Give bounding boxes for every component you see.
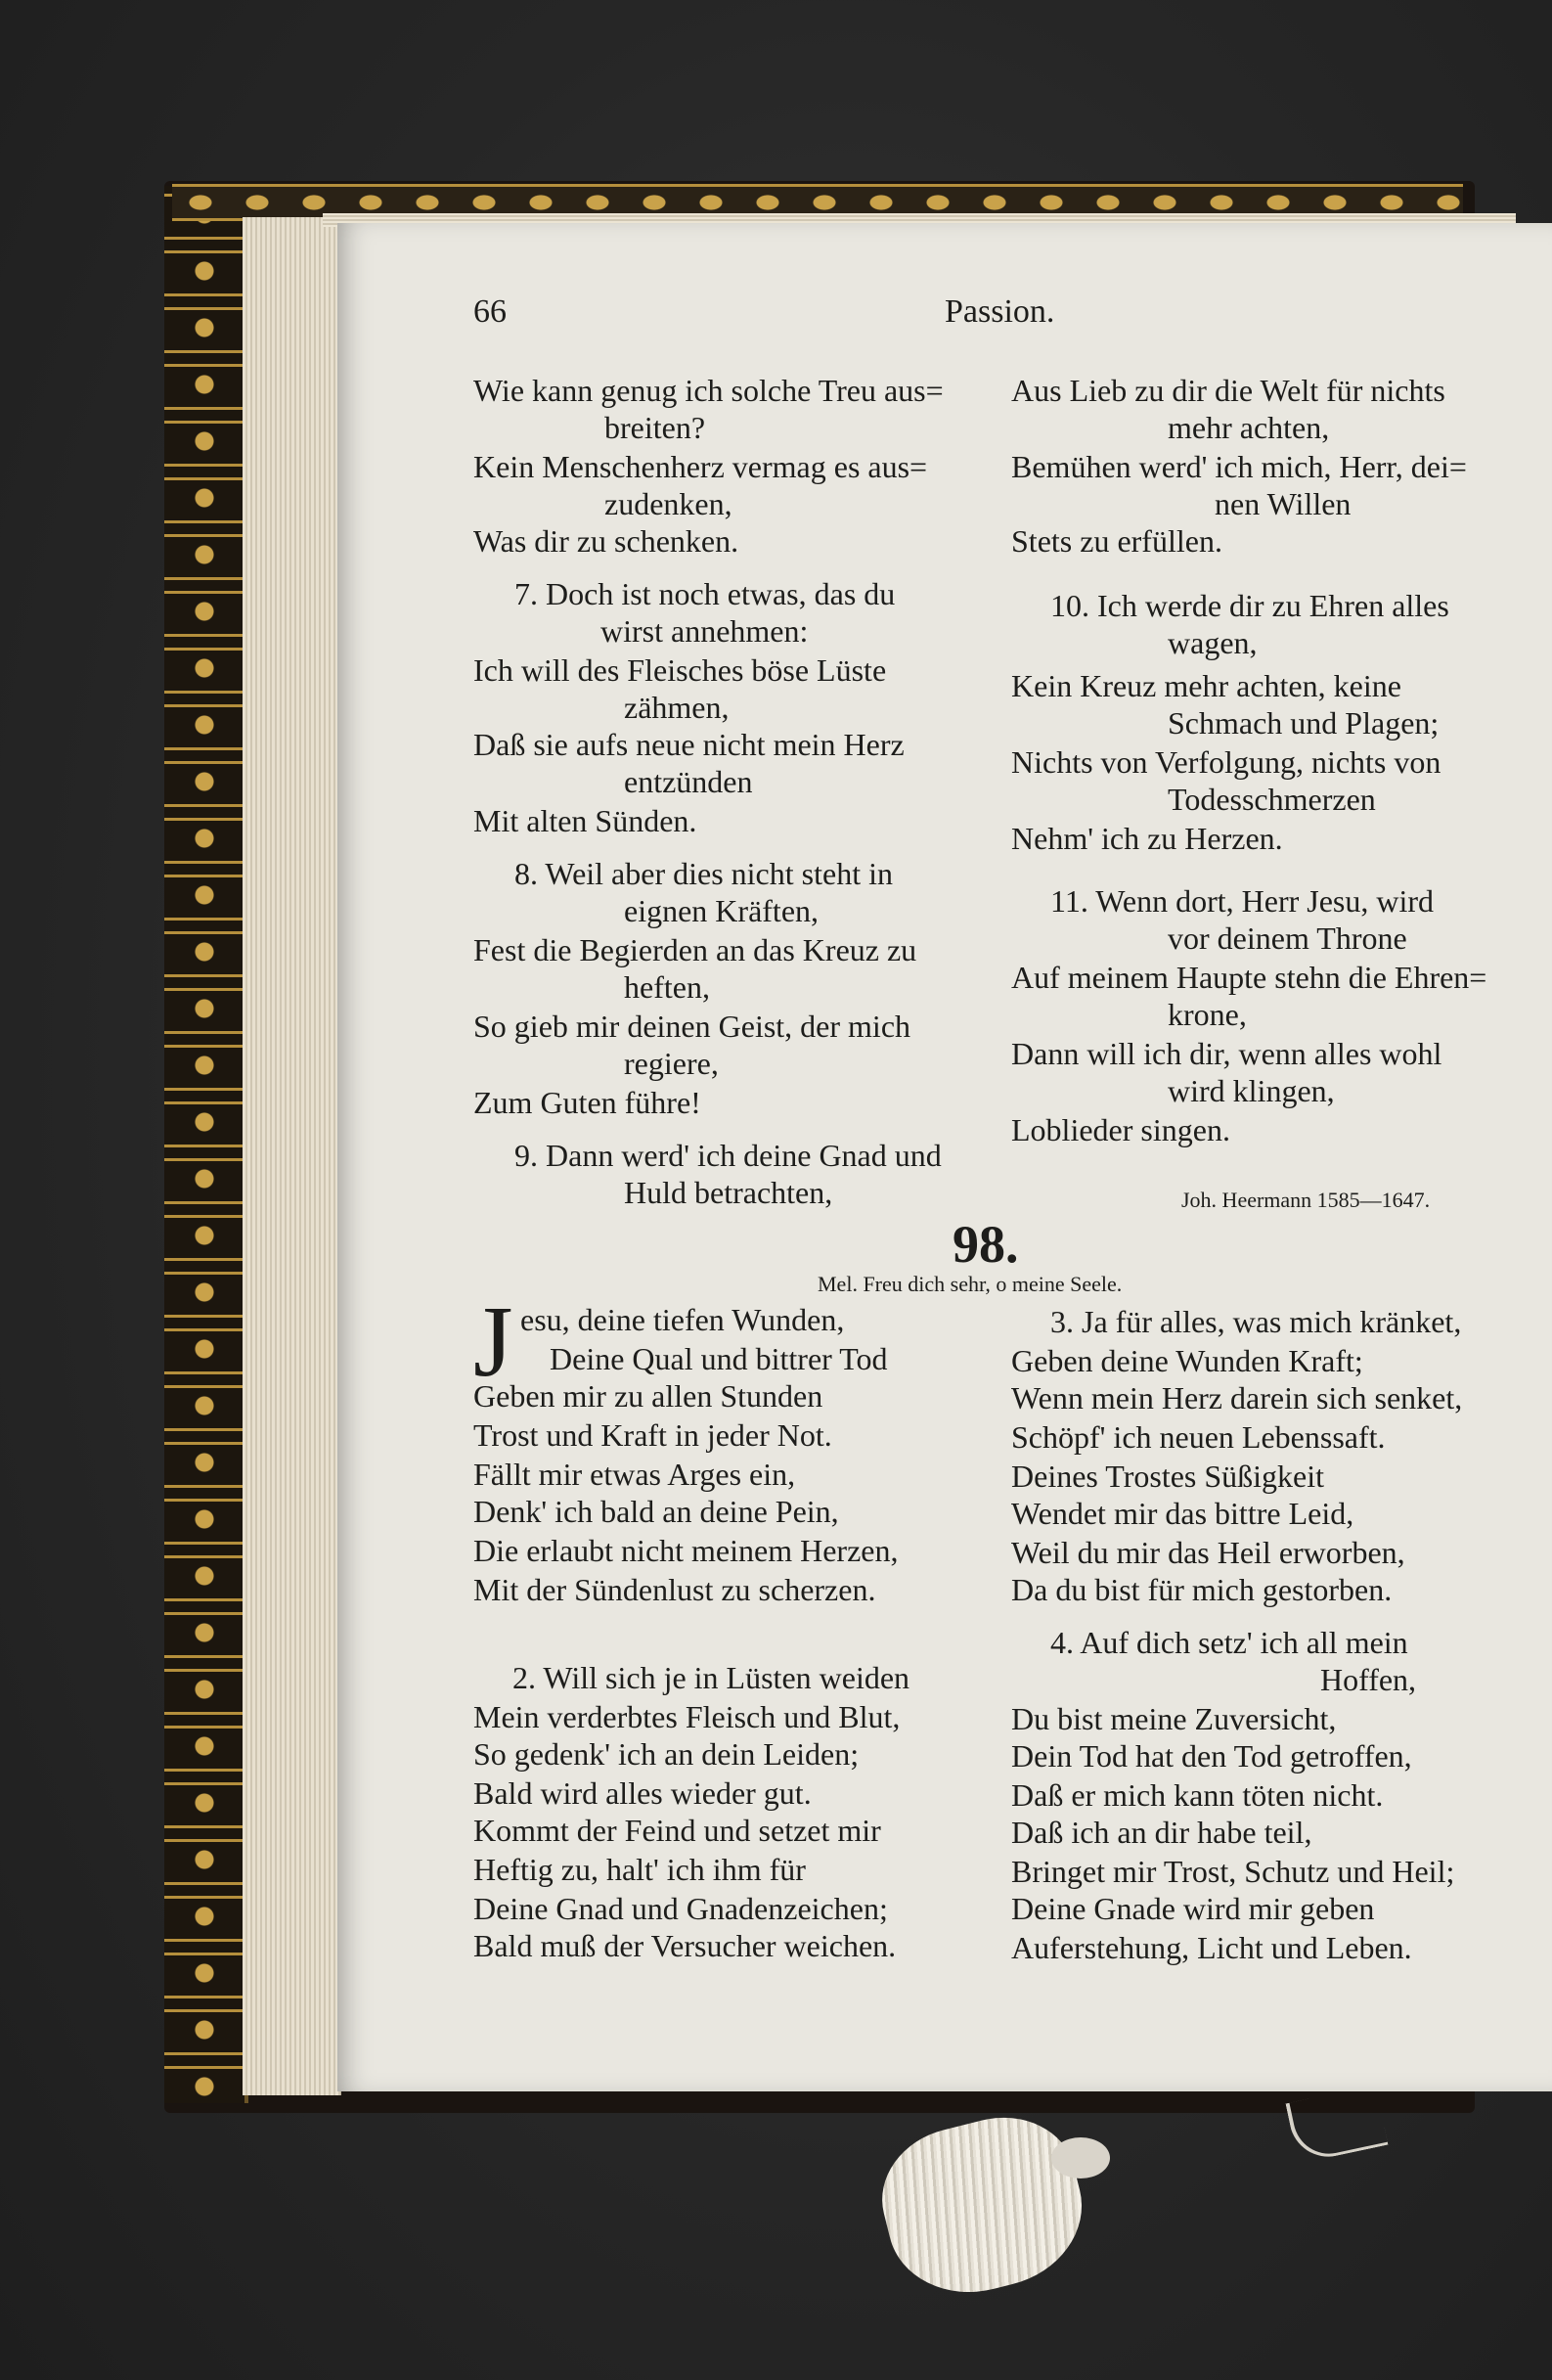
- verse-line: Deines Trostes Süßigkeit: [1011, 1459, 1325, 1494]
- verse-line: Deine Qual und bittrer Tod: [550, 1341, 888, 1376]
- verse-line: Kein Menschenherz vermag es aus=: [473, 449, 928, 484]
- verse-line: 8. Weil aber dies nicht steht in: [514, 856, 893, 891]
- verse-line: Fällt mir etwas Arges ein,: [473, 1457, 796, 1492]
- verse-line: Zum Guten führe!: [473, 1085, 701, 1120]
- verse-line: 3. Ja für alles, was mich kränket,: [1050, 1304, 1462, 1339]
- verse-line: heften,: [624, 969, 710, 1005]
- verse-line: Denk' ich bald an deine Pein,: [473, 1494, 839, 1529]
- melody-line: Mel. Freu dich sehr, o meine Seele.: [818, 1272, 1123, 1296]
- verse-line: 10. Ich werde dir zu Ehren alles: [1050, 588, 1449, 623]
- verse-line: Loblieder singen.: [1011, 1112, 1230, 1147]
- verse-line: nen Willen: [1215, 486, 1352, 521]
- page-edges: [243, 217, 341, 2095]
- verse-line: Die erlaubt nicht meinem Herzen,: [473, 1533, 899, 1568]
- verse-line: Huld betrachten,: [624, 1175, 833, 1210]
- verse-line: Dann will ich dir, wenn alles wohl: [1011, 1036, 1442, 1071]
- verse-line: zähmen,: [624, 690, 730, 725]
- verse-line: Deine Gnade wird mir geben: [1011, 1891, 1375, 1926]
- verse-line: Daß er mich kann töten nicht.: [1011, 1777, 1384, 1813]
- verse-line: Stets zu erfüllen.: [1011, 523, 1222, 559]
- verse-line: So gedenk' ich an dein Leiden;: [473, 1736, 860, 1772]
- author-attribution: Joh. Heermann 1585—1647.: [1181, 1188, 1431, 1212]
- verse-line: mehr achten,: [1168, 410, 1330, 445]
- verse-line: Deine Gnad und Gnadenzeichen;: [473, 1891, 888, 1926]
- verse-line: Kommt der Feind und setzet mir: [473, 1813, 881, 1848]
- verse-line: Fest die Begierden an das Kreuz zu: [473, 932, 917, 967]
- verse-line: Heftig zu, halt' ich ihm für: [473, 1852, 806, 1887]
- verse-line: Auf meinem Haupte stehn die Ehren=: [1011, 960, 1487, 995]
- verse-line: esu, deine tiefen Wunden,: [520, 1302, 845, 1337]
- tassel-knot: [1051, 2137, 1110, 2178]
- verse-line: Bemühen werd' ich mich, Herr, dei=: [1011, 449, 1467, 484]
- verse-line: 2. Will sich je in Lüsten weiden: [512, 1660, 910, 1695]
- verse-line: regiere,: [624, 1046, 719, 1081]
- verse-line: Wenn mein Herz darein sich senket,: [1011, 1380, 1463, 1415]
- page-number: 66: [473, 293, 507, 330]
- verse-line: entzünden: [624, 764, 753, 799]
- verse-line: Wie kann genug ich solche Treu aus=: [473, 373, 944, 408]
- verse-line: 11. Wenn dort, Herr Jesu, wird: [1050, 883, 1435, 919]
- verse-line: krone,: [1168, 997, 1247, 1032]
- verse-line: zudenken,: [604, 486, 732, 521]
- verse-line: Nehm' ich zu Herzen.: [1011, 821, 1283, 856]
- verse-line: Bringet mir Trost, Schutz und Heil;: [1011, 1854, 1455, 1889]
- verse-line: Du bist meine Zuversicht,: [1011, 1701, 1337, 1736]
- verse-line: Da du bist für mich gestorben.: [1011, 1572, 1393, 1607]
- verse-line: Wendet mir das bittre Leid,: [1011, 1496, 1354, 1531]
- verse-line: wagen,: [1168, 625, 1258, 660]
- verse-line: vor deinem Throne: [1168, 921, 1407, 956]
- hymn-number: 98.: [953, 1215, 1019, 1274]
- verse-line: Mit alten Sünden.: [473, 803, 697, 838]
- verse-line: Schmach und Plagen;: [1168, 705, 1440, 741]
- verse-line: 4. Auf dich setz' ich all mein: [1050, 1625, 1408, 1660]
- verse-line: Was dir zu schenken.: [473, 523, 739, 559]
- verse-line: Schöpf' ich neuen Lebenssaft.: [1011, 1419, 1386, 1455]
- verse-line: Auferstehung, Licht und Leben.: [1011, 1930, 1412, 1965]
- verse-line: wirst annehmen:: [600, 613, 809, 649]
- verse-line: Geben mir zu allen Stunden: [473, 1378, 823, 1414]
- verse-line: Mit der Sündenlust zu scherzen.: [473, 1572, 876, 1607]
- drop-cap: J: [473, 1285, 513, 1398]
- verse-line: Trost und Kraft in jeder Not.: [473, 1417, 832, 1453]
- verse-line: Bald muß der Versucher weichen.: [473, 1928, 897, 1963]
- verse-line: Ich will des Fleisches böse Lüste: [473, 652, 887, 688]
- verse-line: Todesschmerzen: [1168, 782, 1376, 817]
- verse-line: Dein Tod hat den Tod getroffen,: [1011, 1738, 1412, 1774]
- verse-line: breiten?: [604, 410, 706, 445]
- verse-line: So gieb mir deinen Geist, der mich: [473, 1009, 911, 1044]
- verse-line: wird klingen,: [1168, 1073, 1335, 1108]
- verse-line: Daß sie aufs neue nicht mein Herz: [473, 727, 905, 762]
- verse-line: 7. Doch ist noch etwas, das du: [514, 576, 896, 611]
- gilded-spine-ornament: [164, 186, 248, 2103]
- verse-line: 9. Dann werd' ich deine Gnad und: [514, 1138, 942, 1173]
- verse-line: Nichts von Verfolgung, nichts von: [1011, 744, 1441, 780]
- verse-line: Bald wird alles wieder gut.: [473, 1775, 812, 1811]
- verse-line: Weil du mir das Heil erworben,: [1011, 1535, 1405, 1570]
- verse-line: Aus Lieb zu dir die Welt für nichts: [1011, 373, 1445, 408]
- verse-line: eignen Kräften,: [624, 893, 820, 928]
- verse-line: Kein Kreuz mehr achten, keine: [1011, 668, 1401, 703]
- running-title: Passion.: [945, 293, 1055, 330]
- verse-line: Daß ich an dir habe teil,: [1011, 1815, 1312, 1850]
- verse-line: Hoffen,: [1320, 1662, 1417, 1697]
- verse-line: Geben deine Wunden Kraft;: [1011, 1343, 1363, 1378]
- verse-line: Mein verderbtes Fleisch und Blut,: [473, 1699, 901, 1734]
